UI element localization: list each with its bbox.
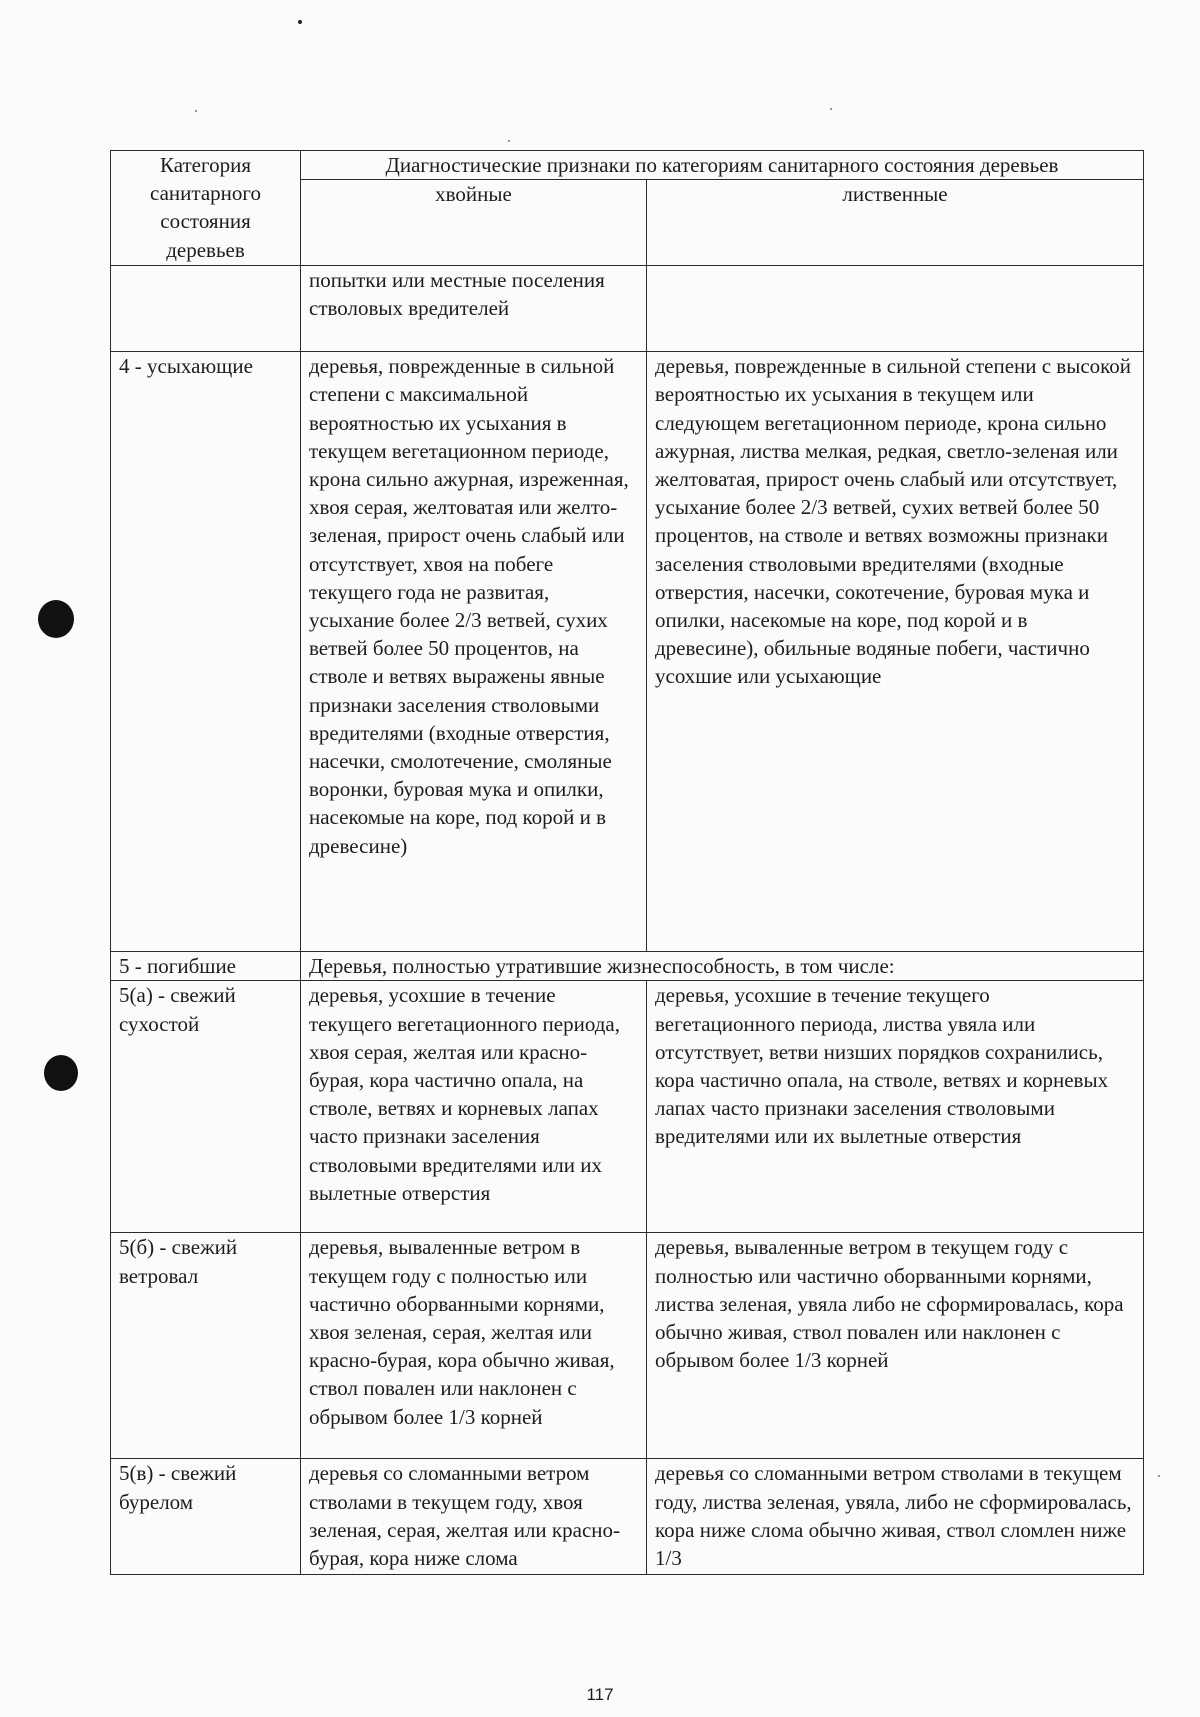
row-category [111, 266, 301, 352]
sanitary-state-table [110, 150, 1144, 1575]
row-deciduous: деревья, поврежденные в сильной степени с высокой вероятностью их усыхания в текущем или следующем вегетационном периоде, крона сильно ажурная, листва мелкая, редкая, светло-зеленая или желтоватая, прирост очень слабый или отсутствует, усыхание более 2/3 ветвей, сухих ветвей более 50 процентов, на стволе и ветвях возможны признаки заселения стволовыми вредителями (входные отверстия, насечки, сокотечение, буровая мука и опилки, насекомые на коре, под корой и в древесине), обильные водяные побеги, частично усохшие или усыхающие [647, 352, 1144, 952]
speck [508, 140, 510, 142]
row-deciduous [647, 266, 1144, 352]
row-conifer: попытки или местные поселения стволовых вредителей [301, 266, 647, 352]
speck [1158, 1475, 1160, 1477]
row-category: 5(в) - свежий бурелом [111, 1459, 301, 1575]
row-category: 5(а) - свежий сухостой [111, 981, 301, 1233]
row-category: 4 - усыхающие [111, 352, 301, 952]
header-category: Категория санитарного состояния деревьев [111, 151, 301, 266]
row-conifer: деревья, вываленные ветром в текущем году с полностью или частично оборванными корнями, хвоя зеленая, серая, желтая или красно-бурая, кора обычно живая, ствол повален или наклонен с обрывом более 1/3 корней [301, 1233, 647, 1459]
speck [195, 110, 197, 112]
row-deciduous: деревья, вываленные ветром в текущем году с полностью или частично оборванными корнями, листва зеленая, увяла либо не сформировалась, кора обычно живая, ствол повален или наклонен с обрывом более 1/3 корней [647, 1233, 1144, 1459]
speck [298, 20, 302, 24]
header-diagnostic-features: Диагностические признаки по категориям санитарного состояния деревьев [301, 151, 1144, 180]
table-row [111, 266, 1144, 352]
table-header-row [111, 151, 1144, 180]
row-span-text: Деревья, полностью утратившие жизнеспособность, в том числе: [301, 952, 1144, 981]
row-conifer: деревья, поврежденные в сильной степени с максимальной вероятностью их усыхания в текущем вегетационном периоде, крона сильно ажурная, изреженная, хвоя серая, желтоватая или желто-зеленая, прирост очень слабый или отсутствует, хвоя на побеге текущего года не развитая, усыхание более 2/3 ветвей, сухих ветвей более 50 процентов, на стволе и ветвях выражены явные признаки заселения стволовыми вредителями (входные отверстия, насечки, смолотечение, смоляные воронки, буровая мука и опилки, насекомые на коре, под корой и в древесине) [301, 352, 647, 952]
row-deciduous: деревья со сломанными ветром стволами в текущем году, листва зеленая, увяла, либо не сформировалась, кора ниже слома обычно живая, ствол сломлен ниже 1/3 [647, 1459, 1144, 1575]
row-conifer: деревья, усохшие в течение текущего вегетационного периода, хвоя серая, желтая или красно-бурая, кора частично опала, на стволе, ветвях и корневых лапах часто признаки заселения стволовыми вредителями или их вылетные отверстия [301, 981, 647, 1233]
row-deciduous: деревья, усохшие в течение текущего вегетационного периода, листва увяла или отсутствует, ветви низших порядков сохранились, кора частично опала, на стволе, ветвях и корневых лапах часто признаки заселения стволовыми вредителями или их вылетные отверстия [647, 981, 1144, 1233]
table-row [111, 352, 1144, 952]
speck [830, 108, 832, 110]
header-conifer: хвойные [301, 180, 647, 266]
table-row [111, 1233, 1144, 1459]
row-category: 5 - погибшие [111, 952, 301, 981]
punch-hole-top [38, 600, 74, 638]
table-row [111, 981, 1144, 1233]
table-row [111, 1459, 1144, 1575]
punch-hole-bottom [44, 1055, 78, 1091]
table-row [111, 952, 1144, 981]
row-category: 5(б) - свежий ветровал [111, 1233, 301, 1459]
page-number: 117 [586, 1685, 614, 1704]
row-conifer: деревья со сломанными ветром стволами в текущем году, хвоя зеленая, серая, желтая или красно-бурая, кора ниже слома [301, 1459, 647, 1575]
header-deciduous: лиственные [647, 180, 1144, 266]
